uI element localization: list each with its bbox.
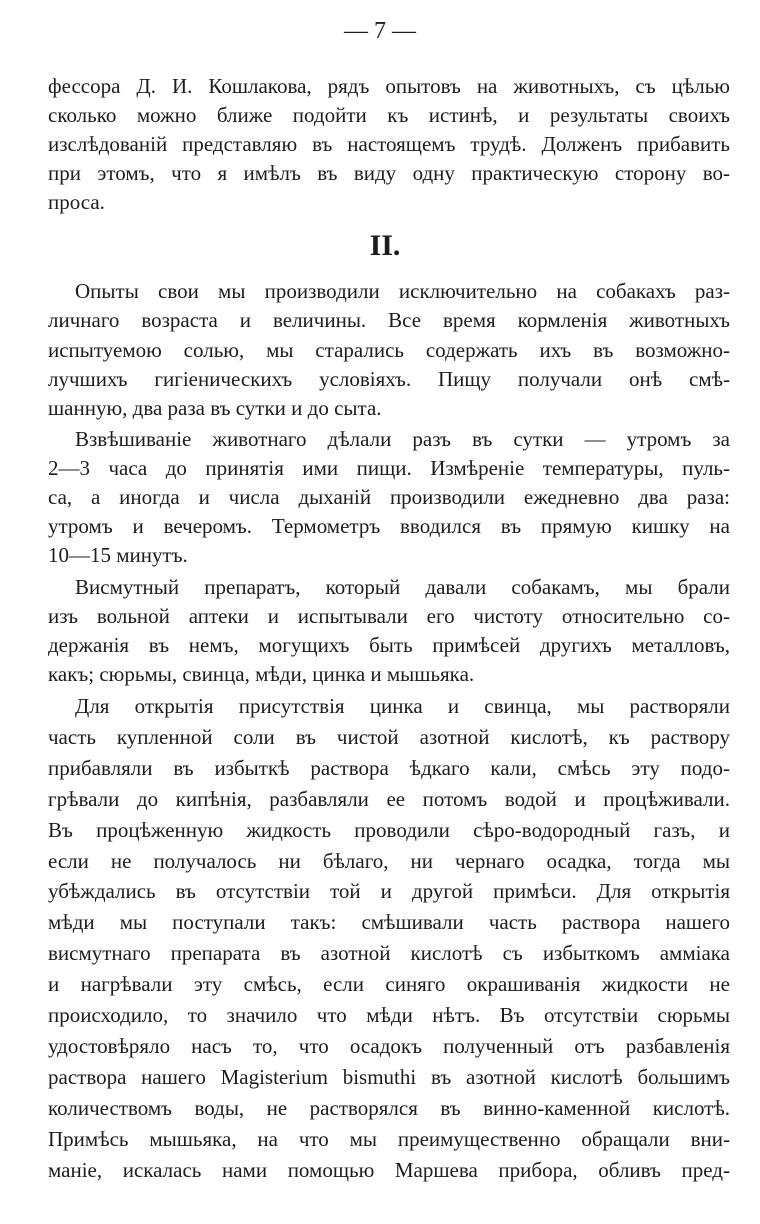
text-line: испытуемою солью, мы старались содержать ихъ въ возможно- — [48, 337, 730, 362]
text-line: са, а иногда и числа дыханій производили ежедневно два раза: — [48, 485, 730, 509]
text-line: Для открытія присутствія цинка и свинца, мы растворяли — [75, 694, 730, 718]
text-line: часть купленной соли въ чистой азотной кислотѣ, къ раствору — [48, 724, 730, 749]
paragraph — [48, 691, 730, 1186]
text-line: мѣди мы поступали такъ: смѣшивали часть раствора нашего — [48, 910, 730, 935]
text-line: прибавляли въ избыткѣ раствора ѣдкаго кали, смѣсь эту подо- — [48, 755, 730, 780]
text-line: 2—3 часа до принятія ими пищи. Измѣреніе температуры, пуль- — [48, 456, 730, 480]
text-line: изслѣдованій представляю въ настоящемъ трудѣ. Долженъ прибавить — [48, 132, 730, 156]
paragraph — [48, 72, 730, 217]
text-line: Примѣсь мышьяка, на что мы преимущественно обращали вни- — [48, 1126, 730, 1151]
text-line: удостовѣряло насъ то, что осадокъ полученный отъ разбавленія — [48, 1033, 730, 1058]
text-line: шанную, два раза въ сутки и до сыта. — [48, 396, 382, 421]
text-line: держанія въ немъ, могущихъ быть примѣсей другихъ металловъ, — [48, 633, 730, 657]
text-line: и нагрѣвали эту смѣсь, если синяго окрашиванія жидкости не — [48, 972, 730, 997]
text-line: лучшихъ гигіеническихъ условіяхъ. Пищу получали онѣ смѣ- — [48, 366, 730, 391]
text-line: изъ вольной аптеки и испытывали его чистоту относительно со- — [48, 604, 730, 628]
section-heading: II. — [369, 229, 401, 262]
text-line: при этомъ, что я имѣлъ въ виду одну практическую сторону во- — [48, 161, 730, 185]
text-line: висмутнаго препарата въ азотной кислотѣ съ избыткомъ амміака — [48, 941, 730, 966]
text-line: проса. — [48, 190, 105, 214]
text-line: Въ процѣженную жидкость проводили сѣро-водородный газъ, и — [48, 817, 730, 842]
paragraph — [48, 277, 730, 423]
text-line: какъ; сюрьмы, свинца, мѣди, цинка и мышьяка. — [48, 662, 475, 686]
text-line: происходило, то значило что мѣди нѣтъ. Въ отсутствіи сюрьмы — [48, 1003, 730, 1028]
text-line: личнаго возраста и величины. Все время кормленія животныхъ — [48, 308, 730, 333]
text-line: утромъ и вечеромъ. Термометръ вводился въ прямую кишку на — [48, 514, 730, 538]
text-line: убѣждались въ отсутствіи той и другой примѣси. Для открытія — [48, 879, 730, 904]
text-line: количествомъ воды, не растворялся въ винно-каменной кислотѣ. — [48, 1095, 730, 1120]
paragraph — [48, 425, 730, 570]
text-line: маніе, искалась нами помощью Маршева прибора, обливъ пред- — [48, 1157, 730, 1182]
text-line: если не получалось ни бѣлаго, ни чернаго осадка, тогда мы — [48, 848, 730, 873]
text-line: раствора нашего Magisterium bismuthi въ азотной кислотѣ большимъ — [48, 1064, 730, 1089]
text-line: сколько можно ближе подойти къ истинѣ, и результаты своихъ — [48, 103, 730, 127]
text-line: Опыты свои мы производили исключительно на собакахъ раз- — [75, 279, 730, 303]
text-line: грѣвали до кипѣнія, разбавляли ее потомъ водой и процѣживали. — [48, 786, 730, 811]
page-number: — 7 — — [344, 18, 416, 44]
text-line: Взвѣшиваніе животнаго дѣлали разъ въ сутки — утромъ за — [75, 427, 730, 451]
text-line: фессора Д. И. Кошлакова, рядъ опытовъ на животныхъ, съ цѣлью — [48, 74, 730, 98]
text-line: Висмутный препаратъ, который давали собакамъ, мы брали — [75, 575, 730, 599]
paragraph — [48, 573, 730, 689]
text-line: 10—15 минутъ. — [48, 543, 188, 567]
